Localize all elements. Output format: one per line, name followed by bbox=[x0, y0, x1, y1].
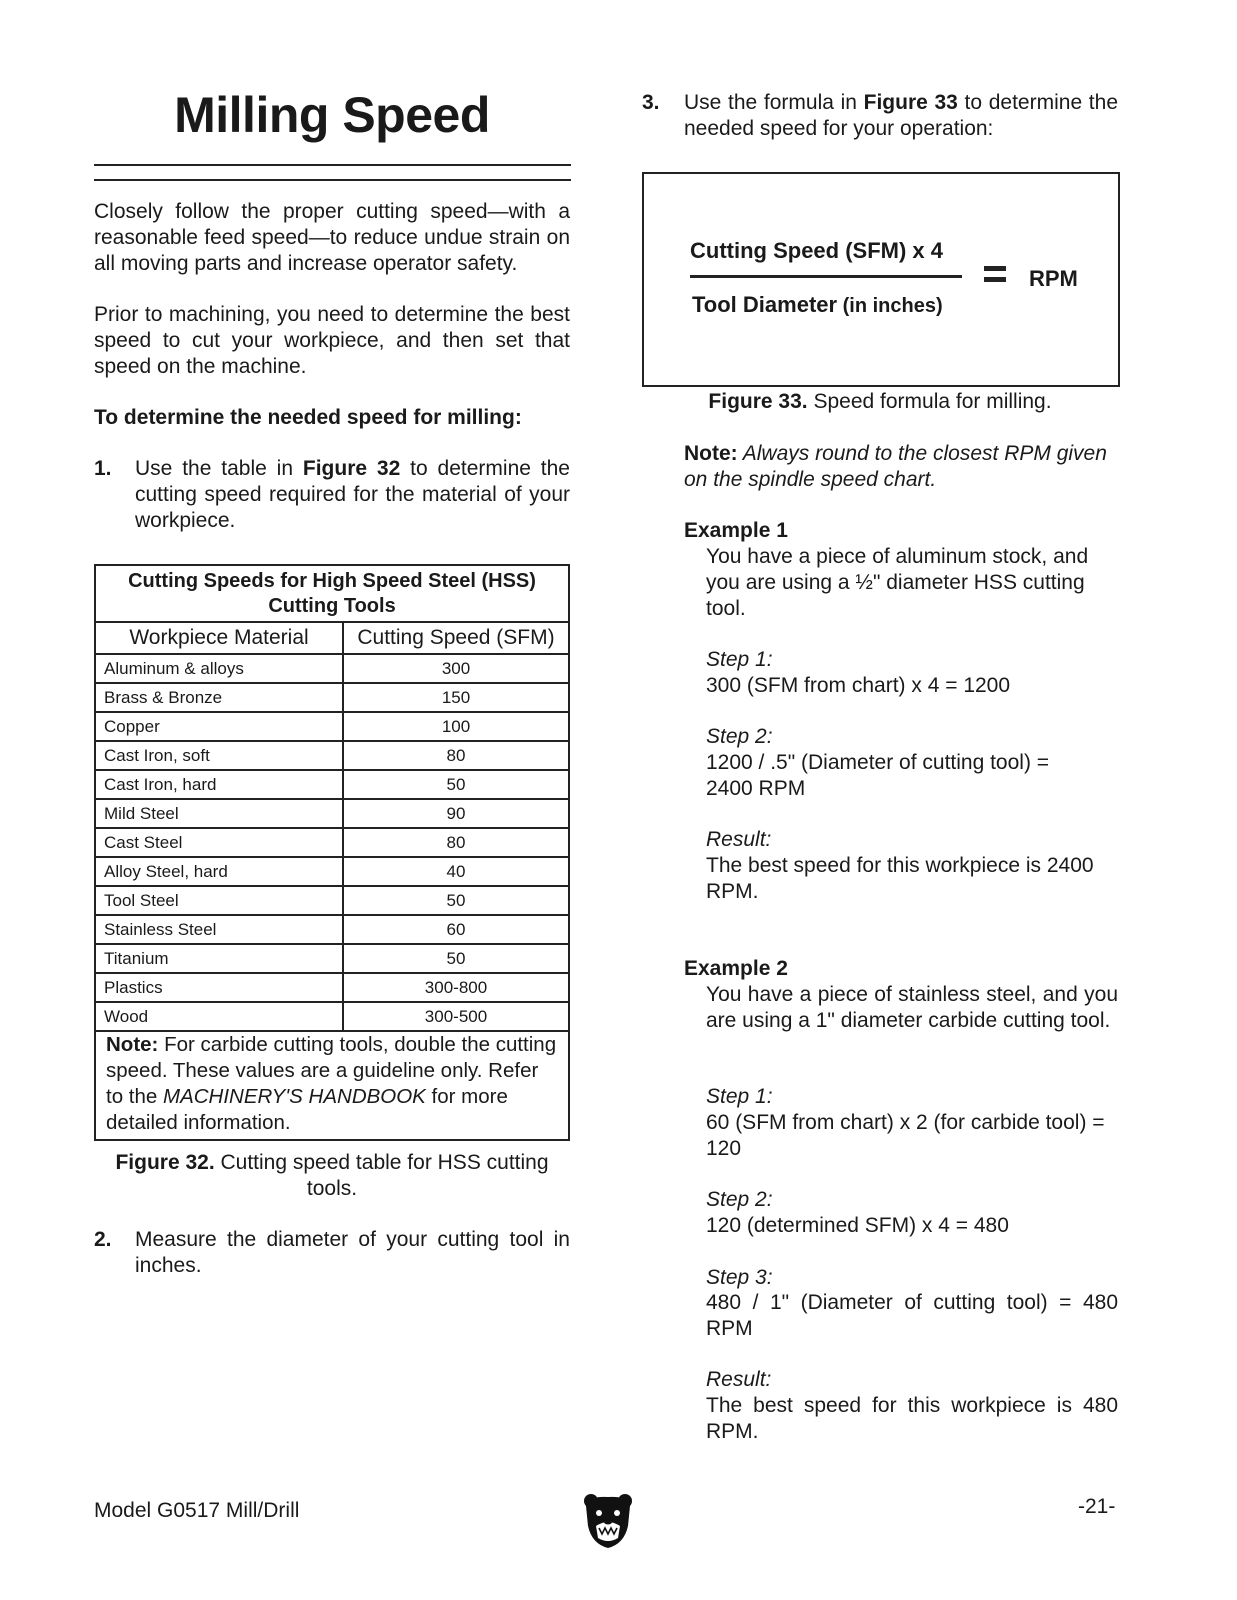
speed-cell: 300-800 bbox=[343, 973, 569, 1002]
step-2-number: 2. bbox=[94, 1228, 112, 1251]
header-cutting-speed: Cutting Speed (SFM) bbox=[343, 622, 569, 654]
step-3-text bbox=[684, 90, 1118, 142]
table-row bbox=[95, 828, 569, 857]
material-cell: Aluminum & alloys bbox=[95, 654, 343, 683]
figure-32-text: Cutting speed table for HSS cutting tools. bbox=[214, 1151, 549, 1200]
speed-cell: 50 bbox=[343, 944, 569, 973]
material-cell: Mild Steel bbox=[95, 799, 343, 828]
example-2-intro: You have a piece of stainless steel, and you are using a 1" diameter carbide cutting tool. bbox=[706, 983, 1118, 1032]
material-cell: Plastics bbox=[95, 973, 343, 1002]
material-cell: Cast Iron, soft bbox=[95, 741, 343, 770]
step-3-text-pre: Use the formula in bbox=[684, 91, 864, 114]
example-2-step-1: 60 (SFM from chart) x 2 (for carbide tool) = 120 bbox=[706, 1111, 1105, 1160]
figure-33-caption bbox=[642, 389, 1118, 415]
speed-cell: 50 bbox=[343, 770, 569, 799]
table-row bbox=[95, 915, 569, 944]
example-2-step-3-label: Step 3: bbox=[706, 1266, 773, 1289]
figure-33-text: Speed formula for milling. bbox=[807, 390, 1052, 413]
example-1-step-2: 1200 / .5" (Diameter of cutting tool) = 2400 RPM bbox=[706, 751, 1050, 800]
formula-numerator: Cutting Speed (SFM) x 4 bbox=[690, 238, 943, 263]
table-row bbox=[95, 857, 569, 886]
speed-cell: 300 bbox=[343, 654, 569, 683]
example-1-intro: You have a piece of aluminum stock, and you are using a ½" diameter HSS cutting tool. bbox=[706, 545, 1089, 620]
table-note bbox=[95, 1031, 569, 1140]
table-note-text-end: for more detailed information. bbox=[106, 1085, 508, 1134]
material-cell: Cast Iron, hard bbox=[95, 770, 343, 799]
example-2-step-1-label: Step 1: bbox=[706, 1085, 773, 1108]
section-heading: To determine the needed speed for milling: bbox=[94, 406, 522, 429]
example-2-result-label: Result: bbox=[706, 1368, 772, 1391]
material-cell: Wood bbox=[95, 1002, 343, 1031]
figure-33-label: Figure 33. bbox=[708, 390, 808, 413]
equals-sign-icon bbox=[984, 266, 1006, 288]
material-cell: Titanium bbox=[95, 944, 343, 973]
table-row bbox=[95, 973, 569, 1002]
example-2-result: The best speed for this workpiece is 480 RPM. bbox=[706, 1394, 1118, 1443]
step-1-text bbox=[135, 456, 570, 534]
step-3-text-post: to determine the needed speed for your operation: bbox=[684, 91, 1118, 140]
rounding-note-text: Always round to the closest RPM given on the spindle speed chart. bbox=[684, 442, 1107, 491]
step-1-text-pre: Use the table in bbox=[135, 457, 303, 480]
example-2-heading: Example 2 bbox=[684, 957, 788, 980]
example-1-step-1-label: Step 1: bbox=[706, 648, 773, 671]
table-body bbox=[95, 654, 569, 1031]
table-row bbox=[95, 712, 569, 741]
formula-denominator bbox=[692, 292, 943, 318]
table-row bbox=[95, 1002, 569, 1031]
example-1-step-1: 300 (SFM from chart) x 4 = 1200 bbox=[706, 674, 1011, 697]
example-2-step-3: 480 / 1" (Diameter of cutting tool) = 480 RPM bbox=[706, 1291, 1118, 1340]
example-1-heading: Example 1 bbox=[684, 519, 788, 542]
rounding-note-label: Note: bbox=[684, 442, 738, 465]
material-cell: Tool Steel bbox=[95, 886, 343, 915]
example-1-result: The best speed for this workpiece is 2400 RPM. bbox=[706, 854, 1094, 903]
material-cell: Alloy Steel, hard bbox=[95, 857, 343, 886]
table-row bbox=[95, 683, 569, 712]
material-cell: Cast Steel bbox=[95, 828, 343, 857]
table-row bbox=[95, 886, 569, 915]
example-2-step-2: 120 (determined SFM) x 4 = 480 bbox=[706, 1214, 1009, 1237]
speed-formula-box bbox=[642, 172, 1120, 387]
table-row bbox=[95, 944, 569, 973]
speed-cell: 90 bbox=[343, 799, 569, 828]
page-title: Milling Speed bbox=[174, 87, 490, 143]
table-caption-line-1: Cutting Speeds for High Speed Steel (HSS) bbox=[128, 570, 536, 592]
figure-32-ref: Figure 32 bbox=[302, 457, 401, 480]
intro-paragraph-1: Closely follow the proper cutting speed—with a reasonable feed speed—to reduce undue strain on all moving parts and increase operator safety. bbox=[94, 200, 570, 275]
step-1-number: 1. bbox=[94, 457, 112, 480]
rounding-note bbox=[684, 441, 1120, 493]
speed-cell: 80 bbox=[343, 828, 569, 857]
header-workpiece-material: Workpiece Material bbox=[95, 622, 343, 654]
table-header-row bbox=[95, 622, 569, 654]
table-note-row bbox=[95, 1031, 569, 1140]
speed-cell: 50 bbox=[343, 886, 569, 915]
speed-cell: 40 bbox=[343, 857, 569, 886]
table-row bbox=[95, 799, 569, 828]
table-note-text: For carbide cutting tools, double the cutting speed. These values are a guideline only. Refer to the bbox=[106, 1033, 557, 1108]
page-number: -21- bbox=[1078, 1495, 1116, 1518]
figure-33-ref: Figure 33 bbox=[863, 91, 958, 114]
formula-result: RPM bbox=[1029, 266, 1078, 291]
step-1 bbox=[94, 456, 570, 534]
example-1-step-2-label: Step 2: bbox=[706, 725, 773, 748]
step-2-text: Measure the diameter of your cutting tool in inches. bbox=[135, 1228, 570, 1277]
table-row bbox=[95, 654, 569, 683]
bear-head-logo-icon bbox=[582, 1492, 634, 1550]
speed-cell: 60 bbox=[343, 915, 569, 944]
speed-cell: 300-500 bbox=[343, 1002, 569, 1031]
footer-model: Model G0517 Mill/Drill bbox=[94, 1499, 300, 1522]
step-1-text-post: to determine the cutting speed required for the material of your workpiece. bbox=[135, 457, 570, 532]
material-cell: Copper bbox=[95, 712, 343, 741]
speed-cell: 80 bbox=[343, 741, 569, 770]
step-2 bbox=[94, 1227, 570, 1279]
step-3-number: 3. bbox=[642, 91, 660, 114]
table-caption-line-2: Cutting Tools bbox=[268, 595, 396, 617]
material-cell: Stainless Steel bbox=[95, 915, 343, 944]
figure-32-caption bbox=[94, 1150, 570, 1202]
table-row bbox=[95, 741, 569, 770]
example-2-step-2-label: Step 2: bbox=[706, 1188, 773, 1211]
table-row bbox=[95, 770, 569, 799]
formula-denominator-unit: (in inches) bbox=[837, 295, 943, 317]
handbook-title: MACHINERY'S HANDBOOK bbox=[163, 1085, 426, 1108]
example-1-result-label: Result: bbox=[706, 828, 772, 851]
title-rule-bottom bbox=[94, 179, 571, 181]
intro-paragraph-2: Prior to machining, you need to determine the best speed to cut your workpiece, and then set that speed on the machine. bbox=[94, 303, 570, 378]
material-cell: Brass & Bronze bbox=[95, 683, 343, 712]
speed-cell: 150 bbox=[343, 683, 569, 712]
table-caption bbox=[95, 565, 569, 622]
formula-denominator-main: Tool Diameter bbox=[692, 292, 838, 317]
table-note-label: Note: bbox=[106, 1033, 159, 1056]
step-3 bbox=[642, 90, 1118, 142]
cutting-speed-table bbox=[94, 564, 570, 1141]
table-caption-row bbox=[95, 565, 569, 622]
title-rule-top bbox=[94, 164, 571, 166]
figure-32-label: Figure 32. bbox=[115, 1151, 215, 1174]
fraction-bar bbox=[690, 275, 962, 278]
speed-cell: 100 bbox=[343, 712, 569, 741]
